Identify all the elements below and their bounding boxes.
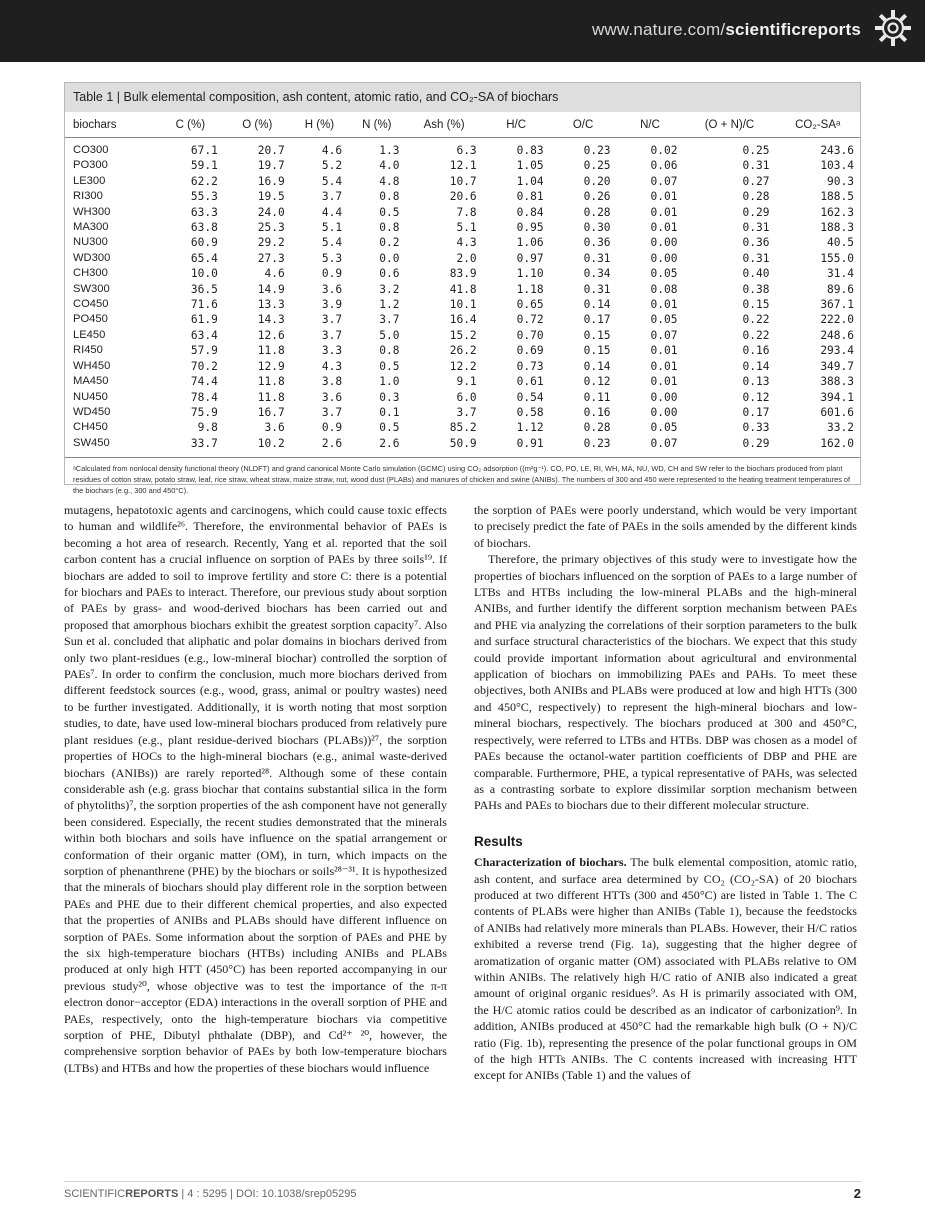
- column-header: biochars: [65, 116, 157, 138]
- table-cell: 5.0: [379, 328, 400, 342]
- table-cell: 0.25: [583, 159, 611, 173]
- table-cell: 3.9: [321, 298, 343, 312]
- table-cell: 26.2: [449, 344, 477, 358]
- table-cell: 1.12: [516, 421, 544, 435]
- column-header: H/C: [483, 116, 550, 138]
- column-header: O (%): [224, 116, 291, 138]
- biochar-name-cell: WH300: [73, 205, 111, 218]
- table-cell: 6.3: [456, 144, 477, 157]
- table-cell: 0.58: [516, 405, 544, 419]
- results-text: The bulk elemental composition, atomic ratio, ash content, and surface area determined by CO₂ (CO₂-SA) of 20 biochars produced at two different HTTs (300 and 450°C) are listed in Table 1. The C contents of PLABs were higher than ANIBs (Table 1), because the feedstocks of ANIBs had relatively more minerals than PLABs. However, their H/C ratios exhibited a reverse trend (Fig. 1a), suggesting that the higher degree of aromatization of organic matter (OM) associated with PLABs relative to OM within ANIBs. The relatively high H/C ratio of ANIB also indicated a great amount of original organic residues⁹. As H is primarily associated with OM, the H/C atomic ratios could be described as an indicator of carbonization⁹. In addition, ANIBs produced at 450°C had the remarkable high bulk (O + N)/C ratio (Fig. 1b), representing the presence of the polar functional groups in OM of the high HTTs ANIBs. The C contents increased with increasing HTT except for ANIBs (Table 1) and the values of: [474, 855, 857, 1083]
- right-paragraph-2: Therefore, the primary objectives of this study were to investigate how the properties of biochars influenced on the sorption of PAEs to a large number of LTBs and HTBs including the low-mineral PLABs and the high-mineral ANIBs, and further identify the different sorption mechanism between PAEs and PHE via analyzing the correlations of their sorption parameters to the bulk and surface structural characteristics of the biochars. We expect that this study could provide important information about agricultural and environmental application of biochars on immobilizing PAEs and PAHs. To meet these objectives, both ANIBs and PLABs were produced at low and high HTTs (300 and 450°C, respectively) to represent the high-mineral biochars and low-mineral biochars, respectively. The biochars produced at 300 and 450°C, respectively, were referred to LTBs and HTBs. DBP was chosen as a model of PAEs because the octanol-water partition coefficients of DBP and PHE are comparable. Furthermore, PHE, a typical representative of PAHs, was selected as a contrasting sorbate to explore dissimilar sorption mechanism between PAHs and PAEs to biochars due to their different molecular structure.: [474, 552, 857, 813]
- right-column: [474, 502, 857, 1084]
- section-title-results: Results: [474, 833, 523, 849]
- table-cell: 0.05: [650, 267, 678, 281]
- table-row: [65, 343, 860, 358]
- table-cell: 0.65: [516, 298, 544, 312]
- biochar-name-cell: RI300: [73, 190, 103, 203]
- column-header: N/C: [617, 116, 684, 138]
- table-cell: 0.01: [650, 190, 678, 204]
- table-row: [65, 266, 860, 281]
- table-cell: 12.1: [449, 159, 477, 173]
- right-paragraph-3: [474, 854, 857, 1084]
- table-cell: 0.28: [583, 421, 611, 435]
- table-cell: 0.02: [650, 144, 678, 157]
- table-cell: 0.70: [516, 328, 544, 342]
- table-cell: 5.4: [321, 236, 343, 250]
- table-cell: 20.6: [449, 190, 477, 204]
- table-cell: 0.15: [742, 298, 770, 312]
- table-cell: 0.07: [650, 436, 678, 450]
- table-cell: 0.9: [321, 267, 343, 281]
- table-header-row: [65, 116, 860, 138]
- table-cell: 0.17: [583, 313, 611, 327]
- table-cell: 248.6: [820, 328, 854, 342]
- table-cell: 3.3: [321, 344, 343, 358]
- table-cell: 2.6: [379, 436, 400, 450]
- biochar-name-cell: WD300: [73, 251, 111, 264]
- table-cell: 1.0: [379, 375, 400, 389]
- table-cell: 0.20: [583, 174, 611, 188]
- table-cell: 0.06: [650, 159, 678, 173]
- table-cell: 1.3: [379, 144, 400, 157]
- table-cell: 0.00: [650, 251, 678, 265]
- column-header: N (%): [348, 116, 405, 138]
- table-row: [65, 374, 860, 389]
- biochar-name-cell: CO300: [73, 144, 109, 156]
- table-cell: 65.4: [190, 251, 218, 265]
- table-cell: 0.34: [583, 267, 611, 281]
- table-cell: 3.6: [264, 421, 285, 435]
- table-cell: 0.00: [650, 390, 678, 404]
- table-cell: 50.9: [449, 436, 477, 450]
- table-cell: 4.6: [321, 144, 343, 157]
- table-cell: 0.8: [379, 221, 400, 235]
- run-in-heading: Characterization of biochars.: [474, 855, 627, 870]
- table-cell: 0.2: [379, 236, 400, 250]
- table-cell: 62.2: [190, 174, 218, 188]
- table-cell: 4.3: [456, 236, 477, 250]
- table-cell: 10.1: [449, 298, 477, 312]
- table-row: [65, 220, 860, 235]
- table-cell: 11.8: [257, 344, 285, 358]
- table-cell: 12.2: [449, 359, 477, 373]
- table-cell: 0.25: [742, 144, 770, 157]
- table-cell: 0.14: [583, 359, 611, 373]
- table-cell: 71.6: [190, 298, 218, 312]
- table-cell: 59.1: [190, 159, 218, 173]
- table-cell: 3.6: [321, 282, 343, 296]
- table-cell: 0.01: [650, 375, 678, 389]
- table-cell: 15.2: [449, 328, 477, 342]
- table-cell: 162.3: [820, 205, 854, 219]
- citation: | 4 : 5295 | DOI: 10.1038/srep05295: [178, 1188, 357, 1200]
- biochar-name-cell: MA300: [73, 221, 109, 234]
- table-cell: 9.1: [456, 375, 477, 389]
- table-cell: 0.1: [379, 405, 400, 419]
- table-cell: 155.0: [820, 251, 854, 265]
- column-header: (O + N)/C: [683, 116, 775, 138]
- table-cell: 10.7: [449, 174, 477, 188]
- table-cell: 83.9: [449, 267, 477, 281]
- table-cell: 29.2: [257, 236, 285, 250]
- table-cell: 1.06: [516, 236, 544, 250]
- table-row: [65, 158, 860, 173]
- table-cell: 293.4: [820, 344, 854, 358]
- table-cell: 0.14: [583, 298, 611, 312]
- table-cell: 0.40: [742, 267, 770, 281]
- table-cell: 60.9: [190, 236, 218, 250]
- table-cell: 0.12: [742, 390, 770, 404]
- url-prefix: www.nature.com/: [591, 20, 726, 39]
- table-cell: 0.05: [650, 313, 678, 327]
- table-cell: 0.0: [379, 251, 400, 265]
- table-cell: 1.10: [516, 267, 544, 281]
- table-cell: 90.3: [827, 174, 854, 188]
- table-cell: 0.05: [650, 421, 678, 435]
- table-cell: 5.3: [321, 251, 343, 265]
- table-cell: 0.01: [650, 298, 678, 312]
- biochar-name-cell: LE450: [73, 328, 106, 341]
- table-cell: 10.0: [190, 267, 218, 281]
- table-cell: 0.29: [742, 205, 770, 219]
- table-cell: 0.84: [516, 205, 544, 219]
- table-row: [65, 328, 860, 343]
- table-cell: 0.31: [742, 159, 770, 173]
- table-cell: 0.73: [516, 359, 544, 373]
- table-cell: 0.15: [583, 328, 611, 342]
- table-cell: 0.28: [583, 205, 611, 219]
- table-cell: 25.3: [257, 221, 285, 235]
- table-cell: 388.3: [820, 375, 854, 389]
- table-cell: 0.22: [742, 313, 770, 327]
- table-cell: 31.4: [827, 267, 854, 281]
- table-cell: 12.6: [257, 328, 285, 342]
- table-cell: 13.3: [257, 298, 285, 312]
- table-cell: 14.3: [257, 313, 285, 327]
- table-cell: 9.8: [197, 421, 218, 435]
- table-cell: 3.7: [321, 190, 343, 204]
- column-header: O/C: [550, 116, 617, 138]
- journal-name-bold: REPORTS: [125, 1188, 179, 1200]
- table-cell: 0.27: [742, 174, 770, 188]
- table-cell: 0.16: [742, 344, 770, 358]
- table-cell: 85.2: [449, 421, 477, 435]
- table-cell: 89.6: [827, 282, 854, 296]
- table-cell: 75.9: [190, 405, 218, 419]
- table-cell: 0.38: [742, 282, 770, 296]
- table-row: [65, 251, 860, 266]
- table-cell: 0.31: [583, 251, 611, 265]
- table-cell: 70.2: [190, 359, 218, 373]
- table-row: [65, 189, 860, 204]
- journal-header-bar: [0, 0, 925, 62]
- table-cell: 0.07: [650, 328, 678, 342]
- table-cell: 0.01: [650, 344, 678, 358]
- table-cell: 0.5: [379, 421, 400, 435]
- table-cell: 1.18: [516, 282, 544, 296]
- table-cell: 4.6: [264, 267, 285, 281]
- table-cell: 3.6: [321, 390, 343, 404]
- biochar-name-cell: NU300: [73, 236, 108, 249]
- table-cell: 243.6: [820, 144, 854, 157]
- table-cell: 0.31: [742, 221, 770, 235]
- table-cell: 0.22: [742, 328, 770, 342]
- table-cell: 0.6: [379, 267, 400, 281]
- table-cell: 0.14: [742, 359, 770, 373]
- table-cell: 367.1: [820, 298, 854, 312]
- table-cell: 6.0: [456, 390, 477, 404]
- table-cell: 5.1: [321, 221, 343, 235]
- left-paragraph: mutagens, hepatotoxic agents and carcinogens, which could cause toxic effects to human and wildlife²⁶. Therefore, the environmental behavior of PAEs is becoming a hot area of research. Recently, Yang et al. reported that the soil carbon content has a crucial influence on sorption of PAEs by three soils¹⁹. If biochars are added to soil to improve fertility and store C: there is a potential for biochars and PAEs to interact. Therefore, our previous study about sorption of PAEs by grass- and wood-derived biochars has been carried out and proposed that amorphous biochars exhibit the greatest sorption capacity⁷. Also Sun et al. concluded that aliphatic and polar domains in biochars derived from only two plant-residues (e.g., low-mineral biochar) controlled the sorption of PAEs⁷. In order to confirm the conclusion, much more biochars derived from different feedstock sources (e.g., wood, grass, animal or poultry wastes) need to be further investigated. Additionally, it is worth noting that most sorption studies, to date, have used low-mineral biochars produced from relatively pure plant residues (e.g., plant residue-derived biochars (PLABs))²⁷, the sorption properties of HOCs to the high-mineral biochars (e.g., animal waste-derived biochars (ANIBs)) are rarely reported²⁸. Although some of these contain considerable ash (e.g. grass biochar that contains substantial silica in the form of phytoliths)⁷, the sorption properties of the ash component have not generally been considered. Especially, the recent studies demonstrated that the minerals within both biochars and soils have influence on the spatial arrangement or conformation of their organic matter (OM), in turn, which impacts on the sorption of phenanthrene (PHE) by the biochars or soils²⁸⁻³¹. It is hypothesized that the minerals of biochars should play different role in the sorption between PAEs and PHE due to their different chemical properties, and also expected that the properties of ANIBs and PLABs should have different influence on sorption of PAEs. Some information about the sorption of PAEs and PHE by the six high-temperature biochars (HTBs) including ANIBs and PLABs produced at only high HTT (450°C) has been reported accompanying in our previous study²⁰, whose objective was to test the importance of the π-π electron donor−acceptor (EDA) interactions in the overall sorption of PHE and PAEs, respectively, onto the high-temperature biochars via competitive sorption of PHE, Dibutyl phthalate (DBP), and Cd²⁺ ²⁰, however, the comprehensive sorption behavior of PAEs by both low-temperature biochars (LTBs) and HTBs and how the properties of these biochars would influence: [64, 503, 447, 1075]
- table-cell: 0.23: [583, 436, 611, 450]
- table-cell: 20.7: [257, 144, 285, 157]
- left-column: [64, 502, 447, 1076]
- table-cell: 2.0: [456, 251, 477, 265]
- biochar-name-cell: PO300: [73, 159, 108, 172]
- table-cell: 0.00: [650, 405, 678, 419]
- table-cell: 0.72: [516, 313, 544, 327]
- table-cell: 67.1: [190, 144, 218, 157]
- table-cell: 0.97: [516, 251, 544, 265]
- table-cell: 7.8: [456, 205, 477, 219]
- table-cell: 0.36: [583, 236, 611, 250]
- table-cell: 0.13: [742, 375, 770, 389]
- biochar-name-cell: NU450: [73, 390, 108, 403]
- table-cell: 10.2: [257, 436, 285, 450]
- table-cell: 3.8: [321, 375, 343, 389]
- table-row: [65, 205, 860, 220]
- table-cell: 4.0: [379, 159, 400, 173]
- biochar-table: [65, 116, 860, 451]
- gear-logo-icon: [871, 6, 915, 50]
- table-cell: 3.7: [321, 328, 343, 342]
- table-cell: 74.4: [190, 375, 218, 389]
- biochar-name-cell: SW300: [73, 282, 110, 295]
- table-cell: 0.69: [516, 344, 544, 358]
- journal-url[interactable]: [592, 20, 861, 40]
- table-cell: 0.5: [379, 205, 400, 219]
- table-cell: 0.83: [516, 144, 544, 157]
- table-caption: Table 1 | Bulk elemental composition, ash content, atomic ratio, and CO₂-SA of biochars: [65, 83, 860, 112]
- table-row: [65, 390, 860, 405]
- table-cell: 40.5: [827, 236, 854, 250]
- table-cell: 5.1: [456, 221, 477, 235]
- table-cell: 0.9: [321, 421, 343, 435]
- table-row: [65, 405, 860, 420]
- table-cell: 0.36: [742, 236, 770, 250]
- table-row: [65, 174, 860, 189]
- table-cell: 349.7: [820, 359, 854, 373]
- right-paragraph-1: the sorption of PAEs were poorly understand, which would be very important to precisely predict the fate of PAEs in the soils amended by the different kinds of biochars.: [474, 503, 857, 550]
- table-row: [65, 312, 860, 327]
- table-cell: 0.95: [516, 221, 544, 235]
- column-header: H (%): [291, 116, 348, 138]
- table-cell: 33.7: [190, 436, 218, 450]
- table-cell: 0.07: [650, 174, 678, 188]
- table-cell: 0.17: [742, 405, 770, 419]
- table-cell: 5.2: [321, 159, 343, 173]
- table-cell: 0.61: [516, 375, 544, 389]
- table-cell: 162.0: [820, 436, 854, 450]
- table-cell: 188.5: [820, 190, 854, 204]
- table-cell: 0.26: [583, 190, 611, 204]
- table-cell: 63.3: [190, 205, 218, 219]
- table-cell: 33.2: [827, 421, 854, 435]
- biochar-name-cell: LE300: [73, 174, 106, 187]
- table-cell: 4.8: [379, 174, 400, 188]
- table-cell: 4.4: [321, 205, 343, 219]
- table-row: [65, 359, 860, 374]
- table-cell: 0.01: [650, 205, 678, 219]
- table-cell: 0.31: [742, 251, 770, 265]
- page-number: 2: [853, 1186, 861, 1201]
- table-cell: 0.11: [583, 390, 611, 404]
- url-journal-name: scientificreports: [725, 20, 861, 39]
- table-cell: 4.3: [321, 359, 343, 373]
- table-cell: 0.33: [742, 421, 770, 435]
- page-footer: [64, 1181, 861, 1200]
- table-cell: 19.7: [257, 159, 285, 173]
- table-cell: 1.05: [516, 159, 544, 173]
- biochar-name-cell: CH450: [73, 421, 108, 434]
- table-row: [65, 235, 860, 250]
- table-row: [65, 297, 860, 312]
- biochar-name-cell: CO450: [73, 298, 109, 311]
- biochar-name-cell: WD450: [73, 405, 111, 418]
- table-cell: 11.8: [257, 375, 285, 389]
- journal-name-light: SCIENTIFIC: [64, 1188, 126, 1200]
- table-cell: 394.1: [820, 390, 854, 404]
- table-cell: 0.29: [742, 436, 770, 450]
- table-cell: 0.54: [516, 390, 544, 404]
- table-cell: 14.9: [257, 282, 285, 296]
- biochar-name-cell: MA450: [73, 375, 109, 388]
- biochar-name-cell: RI450: [73, 344, 103, 357]
- table-cell: 24.0: [257, 205, 285, 219]
- table-cell: 78.4: [190, 390, 218, 404]
- table-cell: 5.4: [321, 174, 343, 188]
- table-cell: 0.01: [650, 359, 678, 373]
- table-row: [65, 436, 860, 451]
- table-cell: 36.5: [190, 282, 218, 296]
- biochar-name-cell: SW450: [73, 436, 110, 449]
- table-cell: 11.8: [257, 390, 285, 404]
- biochar-name-cell: PO450: [73, 313, 108, 326]
- table-cell: 0.30: [583, 221, 611, 235]
- table-cell: 16.4: [449, 313, 477, 327]
- table-cell: 0.12: [583, 375, 611, 389]
- table-cell: 601.6: [820, 405, 854, 419]
- table-cell: 3.2: [379, 282, 400, 296]
- table-cell: 0.00: [650, 236, 678, 250]
- table-cell: 19.5: [257, 190, 285, 204]
- table-cell: 0.01: [650, 221, 678, 235]
- table-cell: 0.23: [583, 144, 611, 157]
- biochar-name-cell: CH300: [73, 267, 108, 280]
- table-cell: 188.3: [820, 221, 854, 235]
- table-cell: 0.8: [379, 190, 400, 204]
- table-row: [65, 138, 860, 159]
- table-cell: 0.15: [583, 344, 611, 358]
- table-cell: 0.91: [516, 436, 544, 450]
- table-1: [64, 82, 861, 496]
- column-header: Ash (%): [406, 116, 483, 138]
- table-row: [65, 420, 860, 435]
- table-cell: 0.81: [516, 190, 544, 204]
- column-header: CO₂-SAᵃ: [775, 116, 860, 138]
- table-cell: 0.8: [379, 344, 400, 358]
- table-cell: 3.7: [321, 405, 343, 419]
- table-cell: 2.6: [321, 436, 343, 450]
- table-cell: 3.7: [456, 405, 477, 419]
- table-cell: 0.08: [650, 282, 678, 296]
- table-cell: 0.31: [583, 282, 611, 296]
- biochar-name-cell: WH450: [73, 359, 111, 372]
- table-cell: 61.9: [190, 313, 218, 327]
- table-cell: 63.4: [190, 328, 218, 342]
- table-cell: 16.7: [257, 405, 285, 419]
- table-cell: 55.3: [190, 190, 218, 204]
- table-cell: 57.9: [190, 344, 218, 358]
- table-cell: 103.4: [820, 159, 854, 173]
- table-row: [65, 282, 860, 297]
- table-cell: 222.0: [820, 313, 854, 327]
- table-cell: 1.04: [516, 174, 544, 188]
- table-footnote: ᵃCalculated from nonlocal density functional theory (NLDFT) and grand canonical Monte Carlo simulation (GCMC) using CO₂ adsorption ((m²g⁻¹). CO, PO, LE, RI, WH, MA, NU, WD, CH and SW refer to the biochars produced from plant residues of cotton straw, potato straw, leaf, rice straw, wheat straw, maize straw, nut, wood dust (PLABs) and manures of chicken and swine (ANIBs). The numbers of 300 and 450 were represented to the heating treatment temperatures of the biochars (e.g., 300 and 450°C).: [65, 457, 860, 496]
- table-cell: 3.7: [321, 313, 343, 327]
- table-cell: 12.9: [257, 359, 285, 373]
- table-cell: 63.8: [190, 221, 218, 235]
- table-cell: 27.3: [257, 251, 285, 265]
- table-cell: 16.9: [257, 174, 285, 188]
- table-cell: 0.28: [742, 190, 770, 204]
- table-cell: 3.7: [379, 313, 400, 327]
- table-cell: 0.5: [379, 359, 400, 373]
- table-cell: 1.2: [379, 298, 400, 312]
- table-cell: 0.3: [379, 390, 400, 404]
- table-cell: 0.16: [583, 405, 611, 419]
- column-header: C (%): [157, 116, 224, 138]
- table-cell: 41.8: [449, 282, 477, 296]
